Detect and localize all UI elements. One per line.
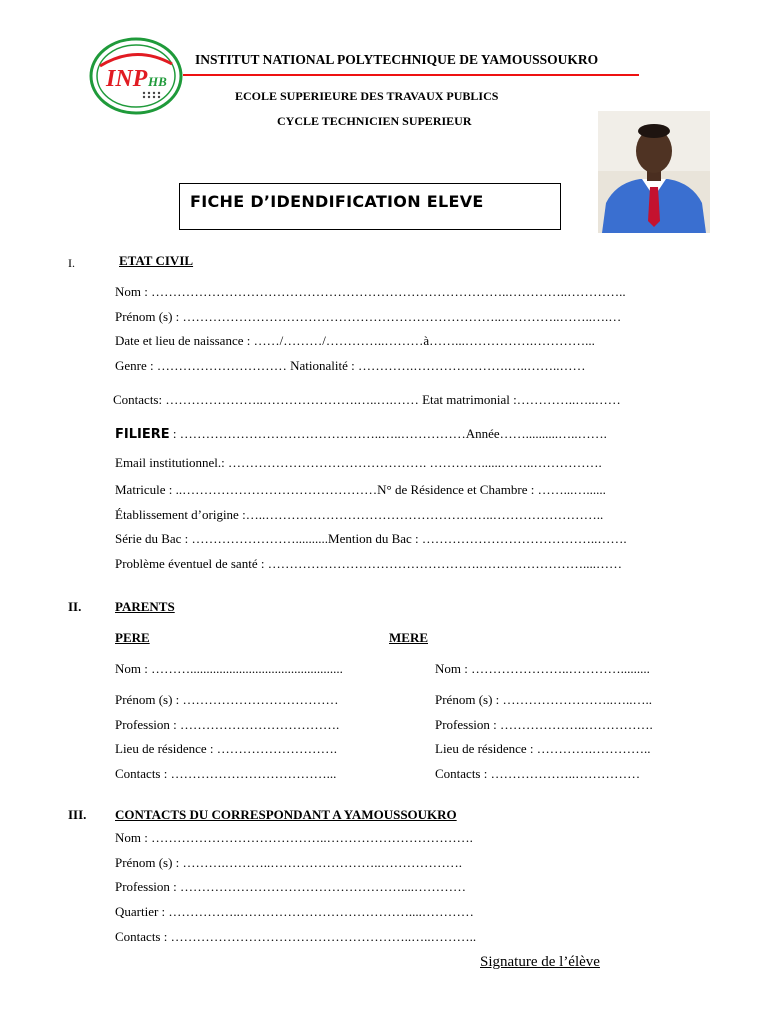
section-number: I.: [68, 256, 75, 270]
field-matricule: Matricule : ..………………………………………N° de Résidence et Chambre : ……...…......: [115, 482, 606, 497]
mere-residence: Lieu de résidence : ………….…………..: [435, 741, 651, 756]
corr-prenom: Prénom (s) : ……….………..……………………..……………….: [115, 855, 463, 870]
form-title: FICHE D’IDENDIFICATION ELEVE: [190, 192, 484, 211]
corr-contacts: Contacts : ………………………………………………..…..………..: [115, 929, 477, 944]
institute-name: INSTITUT NATIONAL POLYTECHNIQUE DE YAMOUSSOUKRO: [195, 52, 599, 67]
field-genre-nationalite: Genre : ………………………… Nationalité : ………….………………….…..……..……: [115, 358, 586, 373]
mere-title: MERE: [389, 630, 428, 645]
pere-nom: Nom : ………...............................................: [115, 661, 343, 676]
filiere-label: FILIERE: [115, 427, 170, 442]
mere-nom: Nom : …………………..………….........: [435, 661, 650, 676]
header-red-rule: [183, 74, 639, 76]
field-etablissement: Établissement d’origine :…..……………………………………………..……………………..: [115, 507, 604, 522]
mere-contacts: Contacts : ………………..……………: [435, 766, 641, 781]
pere-contacts: Contacts : ………………………………...: [115, 766, 337, 781]
field-filiere: [115, 426, 607, 442]
cycle-name: CYCLE TECHNICIEN SUPERIEUR: [277, 114, 472, 128]
svg-text:HB: HB: [148, 74, 167, 89]
section-number: III.: [68, 807, 87, 822]
inphb-logo: [88, 36, 184, 116]
mere-profession: Profession : ………………..…………….: [435, 717, 653, 732]
section-title-correspondant: CONTACTS DU CORRESPONDANT A YAMOUSSOUKRO: [115, 807, 457, 822]
filiere-line: : ………………………………………..…..……………Année……..........…..…….: [169, 426, 607, 441]
section-title-parents: PARENTS: [115, 599, 175, 614]
pere-profession: Profession : ……………………………….: [115, 717, 340, 732]
pere-prenom: Prénom (s) : ………………………………: [115, 692, 339, 707]
section-title-etat-civil: ETAT CIVIL: [119, 253, 194, 268]
field-nom: Nom : ………………………………………………………………………..…………..…………..: [115, 284, 626, 299]
section-number: II.: [68, 599, 82, 614]
corr-profession: Profession : ……………………………………………....…………: [115, 879, 466, 894]
field-naissance: Date et lieu de naissance : ……/………/…………..………à……...…………….…………...: [115, 333, 595, 348]
corr-quartier: Quartier : ……………..…………………………………....…………: [115, 904, 474, 919]
signature-label: Signature de l’élève: [480, 954, 600, 970]
pere-residence: Lieu de résidence : ……………………….: [115, 741, 338, 756]
mere-prenom: Prénom (s) : ……………………..…..…..: [435, 692, 653, 707]
field-sante: Problème éventuel de santé : ………………………………………….……………………....……: [115, 556, 622, 571]
field-prenom: Prénom (s) : ………………………………………………………………..…………..……..….…: [115, 309, 622, 324]
svg-text:INP: INP: [106, 66, 148, 92]
field-email: Email institutionnel.: ………………………………………. …………......……..…………….: [115, 455, 602, 470]
student-photo: [598, 111, 710, 233]
corr-nom: Nom : …………………………………..…………………………….: [115, 830, 473, 845]
field-bac: Série du Bac : ……………………..........Mention du Bac : …………………………………..…….: [115, 531, 627, 546]
school-name: ECOLE SUPERIEURE DES TRAVAUX PUBLICS: [235, 89, 499, 103]
pere-title: PERE: [115, 630, 150, 645]
field-contacts-etat-matrimonial: Contacts: …………………..………………….…..….…… Etat matrimonial :…………..…..……: [113, 392, 621, 407]
